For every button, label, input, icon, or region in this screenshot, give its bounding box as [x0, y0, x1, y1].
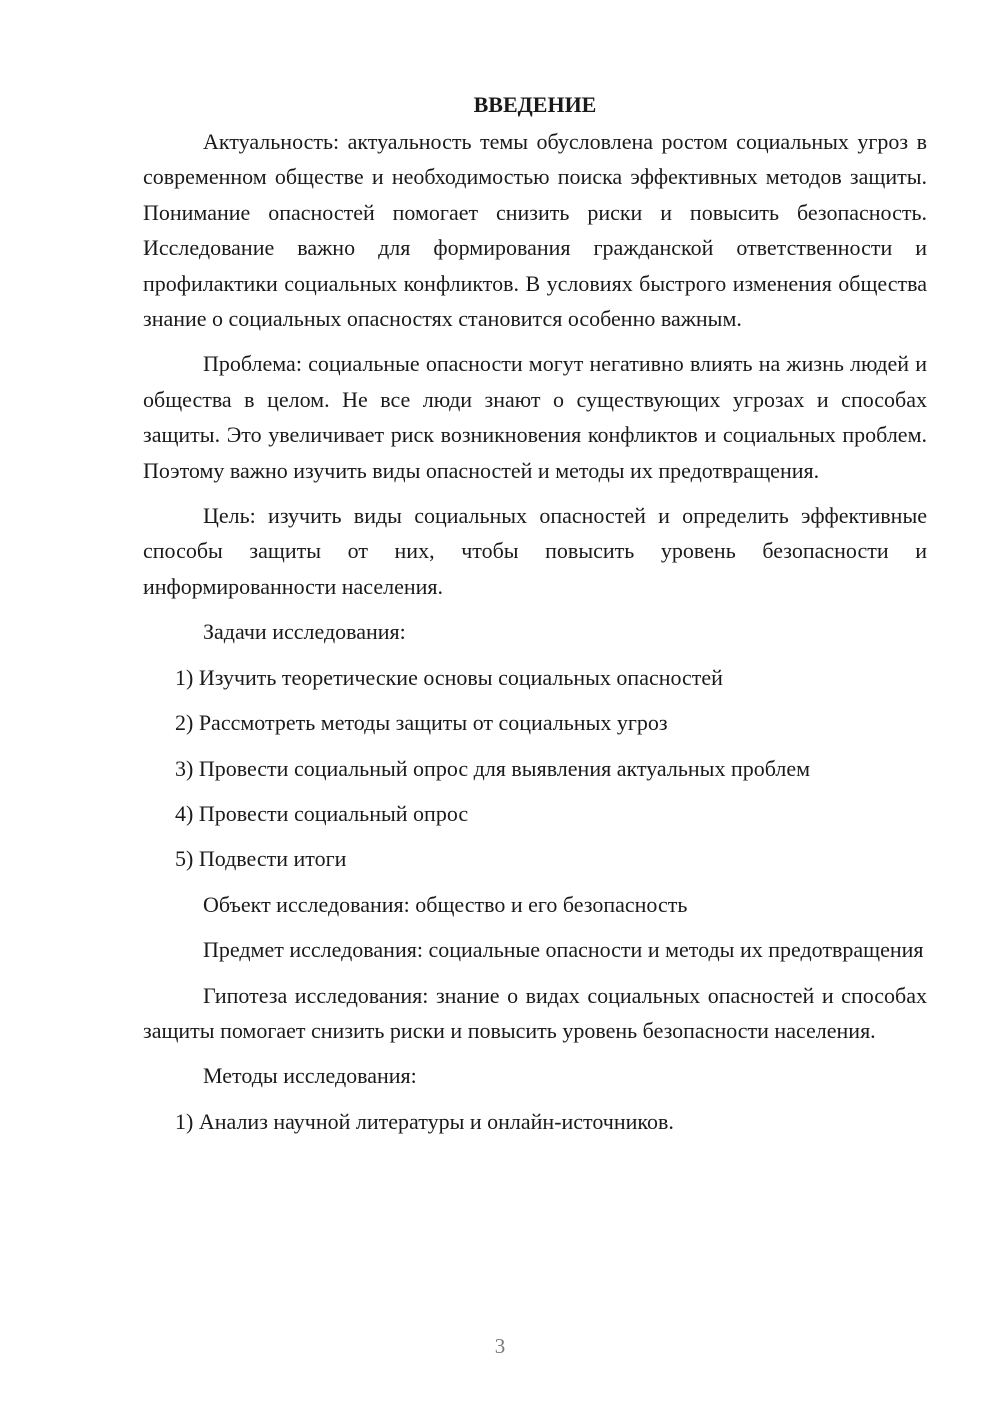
task-item: 4) Провести социальный опрос	[175, 800, 469, 826]
method-item: 1) Анализ научной литературы и онлайн-источников.	[175, 1108, 674, 1134]
task-item: 2) Рассмотреть методы защиты от социальных угроз	[175, 710, 668, 736]
task-item: 5) Подвести итоги	[175, 846, 347, 872]
methods-heading: Методы исследования:	[203, 1063, 417, 1089]
goal-paragraph: Цель: изучить виды социальных опасностей и определить эффективные способы защиты от них, чтобы повысить уровень безопасности и информированности населения.	[143, 503, 927, 599]
subject-paragraph: Предмет исследования: социальные опасности и методы их предотвращения	[203, 937, 924, 963]
page-number: 3	[494, 1334, 506, 1358]
document-page	[143, 90, 927, 1149]
tasks-heading: Задачи исследования:	[203, 619, 406, 645]
problem-paragraph: Проблема: социальные опасности могут негативно влиять на жизнь людей и общества в целом. Не все люди знают о существующих угрозах и способах защиты. Это увеличивает риск возникновения конфликтов и социальных проблем. Поэтому важно изучить виды опасностей и методы их предотвращения.	[143, 351, 927, 483]
document-title: ВВЕДЕНИЕ	[473, 92, 597, 117]
hypothesis-paragraph: Гипотеза исследования: знание о видах социальных опасностей и способах защиты помогает снизить риски и повысить уровень безопасности населения.	[143, 982, 927, 1043]
object-line: Объект исследования: общество и его безопасность	[203, 891, 688, 917]
relevance-paragraph: Актуальность: актуальность темы обусловлена ростом социальных угроз в современном обществе и необходимостью поиска эффективных методов защиты. Понимание опасностей помогает снизить риски и повысить безопасность. Исследование важно для формирования гражданской ответственности и профилактики социальных конфликтов. В условиях быстрого изменения общества знание о социальных опасностях становится особенно важным.	[143, 129, 927, 332]
task-item: 3) Провести социальный опрос для выявления актуальных проблем	[175, 755, 811, 781]
task-item: 1) Изучить теоретические основы социальных опасностей	[175, 664, 723, 690]
